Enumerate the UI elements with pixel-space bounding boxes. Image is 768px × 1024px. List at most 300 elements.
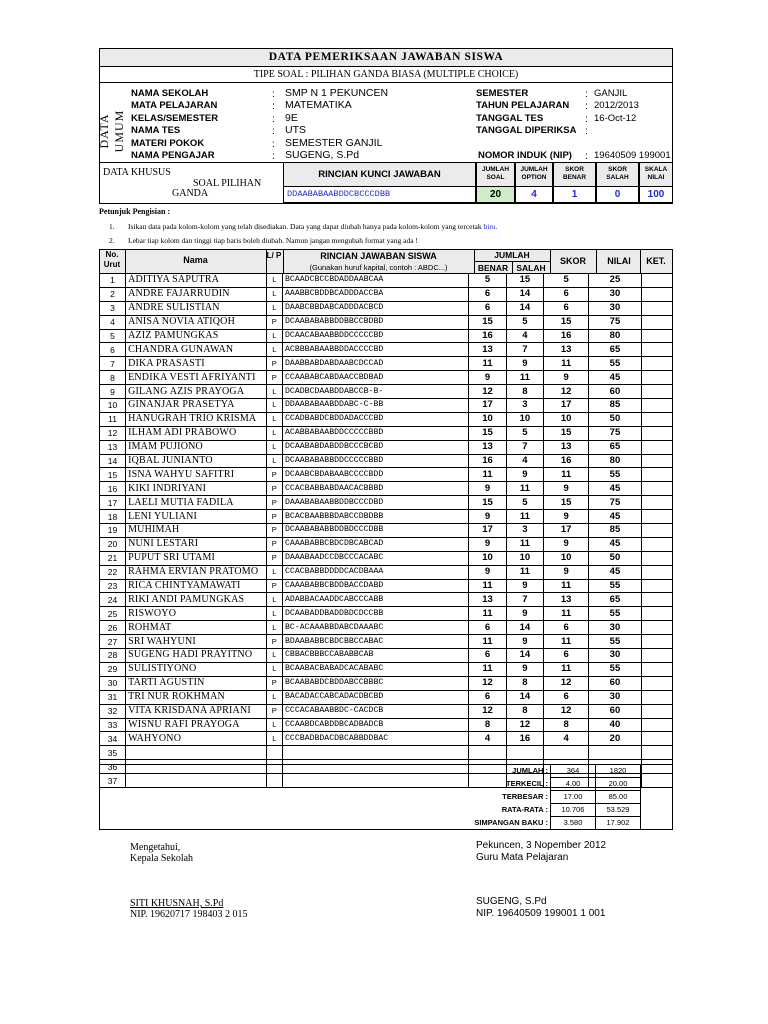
row-ket — [641, 718, 672, 732]
row-ket — [641, 746, 672, 760]
row-jawaban[interactable]: CAAABABBCBDDBACCDABD — [283, 579, 469, 593]
sign-left-line1: Mengetahui, — [130, 842, 181, 853]
row-no: 7 — [100, 357, 126, 371]
table-row — [100, 621, 673, 635]
student-table — [99, 273, 673, 788]
hl-7 — [596, 249, 597, 274]
row-salah: 7 — [506, 593, 543, 607]
info-left-value[interactable]: UTS — [285, 124, 306, 137]
table-row — [100, 482, 673, 496]
row-salah: 12 — [506, 718, 543, 732]
row-lp[interactable]: L — [266, 718, 282, 732]
row-jawaban[interactable]: BCAABACBABADCACABABC — [283, 662, 469, 676]
row-ket — [641, 412, 672, 426]
row-jawaban[interactable]: BCAABABDCBDDABCCBBBC — [283, 676, 469, 690]
row-jawaban[interactable]: BC-ACAAABBDABCDAAABC — [283, 621, 469, 635]
table-row — [100, 732, 673, 746]
row-skor: 9 — [544, 510, 589, 524]
row-nilai: 30 — [589, 690, 642, 704]
row-nama[interactable]: ADITIYA SAPUTRA — [126, 274, 267, 288]
row-jawaban[interactable]: CCCACABAABBDC-CACDCB — [283, 704, 469, 718]
table-row — [100, 301, 673, 315]
row-nama[interactable]: LAELI MUTIA FADILA — [126, 496, 267, 510]
row-nilai: 20 — [589, 732, 642, 746]
table-row — [100, 274, 673, 288]
row-no: 20 — [100, 537, 126, 551]
row-lp[interactable]: P — [266, 524, 282, 538]
row-lp[interactable]: L — [266, 343, 282, 357]
row-nama[interactable]: GINANJAR PRASETYA — [126, 399, 267, 413]
row-lp[interactable]: L — [266, 607, 282, 621]
data-khusus-label: DATA KHUSUS — [103, 167, 171, 178]
col-lp: L/ P — [266, 251, 282, 260]
row-nama[interactable]: SRI WAHYUNI — [126, 635, 267, 649]
summary-value[interactable]: 1 — [571, 189, 578, 200]
row-skor: 10 — [544, 412, 589, 426]
row-lp[interactable]: P — [266, 371, 282, 385]
row-skor: 6 — [544, 649, 589, 663]
row-jawaban[interactable]: BCAADCBCCBDADDAABCAA — [283, 274, 469, 288]
row-ket — [641, 329, 672, 343]
info-right-colon: : — [585, 112, 588, 125]
row-jawaban[interactable]: ACABBABAABDDCCCCCBBD — [283, 426, 469, 440]
row-jawaban[interactable]: DAABCBBDABCADDDACBCD — [283, 301, 469, 315]
row-nama[interactable]: RIKI ANDI PAMUNGKAS — [126, 593, 267, 607]
row-benar: 6 — [469, 301, 506, 315]
row-lp[interactable]: L — [266, 329, 282, 343]
row-benar: 15 — [469, 496, 506, 510]
row-lp[interactable]: L — [266, 593, 282, 607]
row-no: 14 — [100, 454, 126, 468]
row-nilai: 55 — [589, 468, 642, 482]
row-lp[interactable]: L — [266, 690, 282, 704]
row-nama[interactable]: VITA KRISDANA APRIANI — [126, 704, 267, 718]
summary-value-cell[interactable] — [515, 186, 553, 203]
row-ket — [641, 385, 672, 399]
row-nama[interactable]: WISNU RAFI PRAYOGA — [126, 718, 267, 732]
row-lp[interactable]: L — [266, 274, 282, 288]
row-nama[interactable]: MUHIMAH — [126, 524, 267, 538]
row-salah: 10 — [506, 551, 543, 565]
summary-header-cell — [596, 162, 639, 187]
petunjuk-num: 2. — [109, 236, 115, 245]
row-lp[interactable]: L — [266, 454, 282, 468]
row-salah: 11 — [506, 371, 543, 385]
row-skor: 16 — [544, 454, 589, 468]
row-nama[interactable]: RICA CHINTYAMAWATI — [126, 579, 267, 593]
row-ket — [641, 551, 672, 565]
row-jawaban[interactable]: DCAABABDABDDBCCCBCBD — [283, 440, 469, 454]
info-left-label: NAMA TES — [131, 125, 181, 137]
row-skor: 12 — [544, 385, 589, 399]
row-lp[interactable]: L — [266, 287, 282, 301]
row-skor: 11 — [544, 635, 589, 649]
row-jawaban[interactable]: DAABBABDABDAABCDCCAD — [283, 357, 469, 371]
soal-pilihan-label: SOAL PILIHAN — [193, 178, 262, 189]
info-left-value[interactable]: 9E — [285, 111, 298, 124]
row-skor: 17 — [544, 524, 589, 538]
row-skor: 11 — [544, 357, 589, 371]
row-ket — [641, 510, 672, 524]
row-lp[interactable]: P — [266, 704, 282, 718]
row-jawaban[interactable]: DCAABCBDABAABCCCCBDD — [283, 468, 469, 482]
summary-value[interactable]: 4 — [531, 189, 537, 200]
row-lp[interactable]: P — [266, 579, 282, 593]
row-nilai: 65 — [589, 440, 642, 454]
row-salah: 3 — [506, 399, 543, 413]
summary-header: JUMLAH SOAL — [481, 166, 510, 181]
sign-left-name: SITI KHUSNAH, S.Pd — [130, 898, 224, 909]
kunci-header: RINCIAN KUNCI JAWABAN — [318, 169, 441, 180]
row-benar: 12 — [469, 704, 506, 718]
row-lp[interactable]: L — [266, 440, 282, 454]
row-salah: 10 — [506, 412, 543, 426]
row-salah: 4 — [506, 454, 543, 468]
summary-header: SKALA NILAI — [644, 166, 668, 181]
row-skor: 13 — [544, 343, 589, 357]
row-salah: 9 — [506, 579, 543, 593]
stat-nilai: 1820 — [609, 766, 627, 775]
row-nilai: 55 — [589, 579, 642, 593]
row-lp[interactable]: L — [266, 426, 282, 440]
row-skor: 15 — [544, 315, 589, 329]
table-row — [100, 287, 673, 301]
row-nama[interactable]: GILANG AZIS PRAYOGA — [126, 385, 267, 399]
row-nilai: 30 — [589, 287, 642, 301]
table-row — [100, 704, 673, 718]
sign-left-nip: NIP. 19620717 198403 2 015 — [130, 909, 248, 920]
row-benar: 17 — [469, 399, 506, 413]
row-nilai: 55 — [589, 635, 642, 649]
summary-value-cell[interactable] — [553, 186, 596, 203]
summary-value-cell[interactable] — [639, 186, 673, 203]
row-no: 6 — [100, 343, 126, 357]
table-row — [100, 357, 673, 371]
row-nama[interactable] — [126, 746, 267, 760]
row-salah: 11 — [506, 482, 543, 496]
row-nilai: 85 — [589, 524, 642, 538]
row-nama[interactable]: ROHMAT — [126, 621, 267, 635]
summary-header: SKOR SALAH — [606, 166, 629, 181]
row-nilai: 60 — [589, 385, 642, 399]
row-salah: 8 — [506, 676, 543, 690]
table-row — [100, 440, 673, 454]
row-nama[interactable]: HANUGRAH TRIO KRISMA — [126, 412, 267, 426]
row-lp[interactable]: P — [266, 635, 282, 649]
row-benar: 10 — [469, 551, 506, 565]
row-skor: 11 — [544, 579, 589, 593]
row-nama[interactable]: ANDRE FAJARRUDIN — [126, 287, 267, 301]
row-lp[interactable]: P — [266, 537, 282, 551]
row-nilai: 30 — [589, 621, 642, 635]
row-lp[interactable]: P — [266, 551, 282, 565]
row-ket — [641, 371, 672, 385]
stat-skor: 364 — [566, 766, 580, 775]
col-salah: SALAH — [516, 263, 546, 273]
row-no: 31 — [100, 690, 126, 704]
row-no: 5 — [100, 329, 126, 343]
row-nilai: 85 — [589, 399, 642, 413]
row-no: 25 — [100, 607, 126, 621]
kunci-value[interactable]: DDAABABAABDDCBCCCDBB — [287, 189, 391, 199]
row-nama[interactable]: AZIZ PAMUNGKAS — [126, 329, 267, 343]
row-jawaban[interactable]: DCAABABABBDDBBCCBDBD — [283, 315, 469, 329]
row-jawaban[interactable]: CCADBABDCBDDADACCCBD — [283, 412, 469, 426]
row-benar: 13 — [469, 343, 506, 357]
hl-6 — [550, 249, 551, 274]
row-lp[interactable]: L — [266, 412, 282, 426]
row-benar: 13 — [469, 593, 506, 607]
row-nilai: 55 — [589, 662, 642, 676]
row-jawaban[interactable]: ADABBACAADDCABCCCABB — [283, 593, 469, 607]
row-skor: 15 — [544, 426, 589, 440]
row-jawaban[interactable]: CCACBABBDDDDCACDBAAA — [283, 565, 469, 579]
row-skor — [544, 746, 589, 760]
sign-right-line1: Pekuncen, 3 Nopember 2012 — [476, 840, 607, 851]
petunjuk-text: Lebar tiap kolom dan tinggi tiap baris boleh diubah. Namun jangan mengubah format yang ada ! — [128, 236, 418, 245]
info-right-value[interactable]: 16-Oct-12 — [594, 112, 637, 124]
row-nama[interactable]: ISNA WAHYU SAFITRI — [126, 468, 267, 482]
row-ket — [641, 343, 672, 357]
info-left-value[interactable]: MATEMATIKA — [285, 99, 352, 112]
row-lp[interactable] — [266, 746, 282, 760]
row-jawaban[interactable]: CBBACBBBCCABABBCAB — [283, 649, 469, 663]
row-nama[interactable]: ANDRE SULISTIAN — [126, 301, 267, 315]
summary-value[interactable]: 0 — [614, 189, 621, 200]
row-lp[interactable]: P — [266, 676, 282, 690]
row-no: 13 — [100, 440, 126, 454]
info-left-value[interactable]: SEMESTER GANJIL — [285, 136, 383, 149]
row-jawaban[interactable]: BDAABABBCBDCBBCCABAC — [283, 635, 469, 649]
row-no: 26 — [100, 621, 126, 635]
row-salah: 14 — [506, 301, 543, 315]
row-ket — [641, 649, 672, 663]
row-nama[interactable]: WAHYONO — [126, 732, 267, 746]
hl-1 — [125, 249, 126, 274]
row-nama[interactable]: TARTI AGUSTIN — [126, 676, 267, 690]
row-lp[interactable]: P — [266, 357, 282, 371]
row-lp[interactable]: L — [266, 649, 282, 663]
info-left-label: MATERI POKOK — [131, 137, 205, 149]
row-nilai: 65 — [589, 343, 642, 357]
row-salah: 14 — [506, 621, 543, 635]
table-row — [100, 537, 673, 551]
info-left-label: KELAS/SEMESTER — [131, 112, 219, 124]
row-jawaban[interactable]: CCACBABBABDAACACBBBD — [283, 482, 469, 496]
summary-value-cell[interactable] — [476, 186, 515, 203]
row-salah: 8 — [506, 385, 543, 399]
row-jawaban[interactable]: CAAABABBCBDCDBCABCAD — [283, 537, 469, 551]
row-nilai: 65 — [589, 593, 642, 607]
info-left-colon: : — [272, 100, 275, 113]
row-nilai: 45 — [589, 537, 642, 551]
table-row — [100, 371, 673, 385]
row-ket — [641, 676, 672, 690]
row-ket — [641, 468, 672, 482]
petunjuk-text: Isikan data pada kolom-kolom yang telah disediakan. Data yang dapat diubah hanya pada kolom-kolom yang tercetak — [128, 222, 484, 231]
row-nilai: 55 — [589, 357, 642, 371]
row-jawaban[interactable]: CCAABABCABDAACCBDBAD — [283, 371, 469, 385]
row-ket — [641, 593, 672, 607]
row-nilai: 60 — [589, 676, 642, 690]
row-salah: 9 — [506, 468, 543, 482]
row-ket — [641, 315, 672, 329]
row-nilai: 45 — [589, 565, 642, 579]
col-jumlah: JUMLAH — [494, 250, 530, 260]
row-jawaban[interactable]: DAAABAADCCDBCCCACABC — [283, 551, 469, 565]
row-nilai: 75 — [589, 315, 642, 329]
row-lp[interactable]: L — [266, 301, 282, 315]
sign-right-nip: NIP. 19640509 199001 1 001 — [476, 908, 606, 919]
row-no: 1 — [100, 274, 126, 288]
row-no: 32 — [100, 704, 126, 718]
row-lp[interactable]: L — [266, 385, 282, 399]
row-skor: 12 — [544, 704, 589, 718]
row-benar: 17 — [469, 524, 506, 538]
row-benar: 10 — [469, 412, 506, 426]
row-lp[interactable]: P — [266, 315, 282, 329]
table-row — [100, 746, 673, 760]
summary-value-cell[interactable] — [596, 186, 639, 203]
row-nama[interactable]: SULISTIYONO — [126, 662, 267, 676]
summary-value[interactable]: 100 — [647, 189, 665, 200]
row-nama[interactable]: ANISA NOVIA ATIQOH — [126, 315, 267, 329]
info-left-label: NAMA PENGAJAR — [131, 150, 215, 161]
info-right-value[interactable]: GANJIL — [594, 88, 628, 99]
row-nama[interactable]: NUNI LESTARI — [126, 537, 267, 551]
row-nama[interactable]: TRI NUR ROKHMAN — [126, 690, 267, 704]
row-salah: 9 — [506, 357, 543, 371]
row-no: 2 — [100, 287, 126, 301]
row-nama[interactable]: RISWOYO — [126, 607, 267, 621]
row-skor: 9 — [544, 371, 589, 385]
row-lp[interactable]: L — [266, 621, 282, 635]
table-row — [100, 565, 673, 579]
petunjuk-title: Petunjuk Pengisian : — [99, 207, 171, 216]
row-lp[interactable]: L — [266, 565, 282, 579]
row-jawaban[interactable]: DCAABABABBDDCCCCCBBD — [283, 454, 469, 468]
petunjuk-highlight: biru. — [483, 222, 498, 231]
stat-label: JUMLAH : — [512, 766, 548, 775]
row-lp[interactable]: P — [266, 496, 282, 510]
row-ket — [641, 690, 672, 704]
row-nama[interactable]: ILHAM ADI PRABOWO — [126, 426, 267, 440]
info-left-label: MATA PELAJARAN — [131, 100, 218, 112]
row-lp[interactable]: P — [266, 510, 282, 524]
table-row — [100, 412, 673, 426]
petunjuk-line — [128, 222, 497, 231]
row-salah: 14 — [506, 287, 543, 301]
row-jawaban[interactable]: CCCBADBDACDBCABBDDBAC — [283, 732, 469, 746]
row-jawaban[interactable]: DCAABADDBADDBDCDCCBB — [283, 607, 469, 621]
row-ket — [641, 704, 672, 718]
row-jawaban[interactable]: CCAABDCABDDBCADBADCB — [283, 718, 469, 732]
row-nama[interactable]: PUPUT SRI UTAMI — [126, 551, 267, 565]
row-nama[interactable]: IQBAL JUNIANTO — [126, 454, 267, 468]
row-nama[interactable]: DIKA PRASASTI — [126, 357, 267, 371]
row-nama[interactable]: KIKI INDRIYANI — [126, 482, 267, 496]
col-no — [99, 250, 125, 270]
row-nama[interactable]: IMAM PUJIONO — [126, 440, 267, 454]
row-ket — [641, 399, 672, 413]
row-nama[interactable]: RAHMA ERVIAN PRATOMO — [126, 565, 267, 579]
row-jawaban[interactable]: DCAABABABBDDBDCCCDBB — [283, 524, 469, 538]
row-no: 29 — [100, 662, 126, 676]
row-nama[interactable]: CHANDRA GUNAWAN — [126, 343, 267, 357]
row-nilai: 55 — [589, 607, 642, 621]
row-ket — [641, 357, 672, 371]
table-row — [100, 579, 673, 593]
row-ket — [641, 301, 672, 315]
row-benar: 9 — [469, 510, 506, 524]
row-jawaban[interactable]: DCADBCDAABDDABCCB-B- — [283, 385, 469, 399]
table-row — [100, 718, 673, 732]
row-ket — [641, 440, 672, 454]
row-no: 35 — [100, 746, 126, 760]
row-benar: 9 — [469, 537, 506, 551]
row-benar: 11 — [469, 662, 506, 676]
row-jawaban[interactable] — [283, 746, 469, 760]
row-jawaban[interactable]: DDAABABAABDDABC-C-BB — [283, 399, 469, 413]
info-left-value[interactable]: SMP N 1 PEKUNCEN — [285, 87, 389, 99]
info-right-colon: : — [585, 88, 588, 100]
row-ket — [641, 579, 672, 593]
row-lp[interactable]: L — [266, 399, 282, 413]
info-right-label: TAHUN PELAJARAN — [476, 100, 570, 112]
row-no: 3 — [100, 301, 126, 315]
info-right-colon: : — [585, 100, 588, 113]
row-benar: 5 — [469, 274, 506, 288]
row-lp[interactable]: L — [266, 732, 282, 746]
row-no: 21 — [100, 551, 126, 565]
row-jawaban[interactable]: AAABBCBDDBCADDDACCBA — [283, 287, 469, 301]
row-benar: 9 — [469, 482, 506, 496]
row-lp[interactable]: L — [266, 662, 282, 676]
row-jawaban[interactable]: BCACBAABBBDABCCDBDBB — [283, 510, 469, 524]
row-lp[interactable]: P — [266, 468, 282, 482]
row-benar: 6 — [469, 287, 506, 301]
row-no: 17 — [100, 496, 126, 510]
info-right-value[interactable]: 2012/2013 — [594, 100, 639, 112]
info-right-label: SEMESTER — [476, 88, 529, 99]
summary-value[interactable]: 20 — [489, 189, 502, 200]
row-jawaban[interactable]: DAAABABAABBDDBCCCDBD — [283, 496, 469, 510]
row-no: 16 — [100, 482, 126, 496]
row-jawaban[interactable]: DCAACABAABBDDCCCCCBD — [283, 329, 469, 343]
info-left-value[interactable]: SUGENG, S.Pd — [285, 149, 360, 161]
table-row — [100, 676, 673, 690]
row-nama[interactable]: ENDIKA VESTI AFRIYANTI — [126, 371, 267, 385]
row-salah: 11 — [506, 537, 543, 551]
row-no: 22 — [100, 565, 126, 579]
row-jawaban[interactable]: BACADACCABCADACDBCBD — [283, 690, 469, 704]
row-benar: 9 — [469, 565, 506, 579]
row-no: 24 — [100, 593, 126, 607]
row-no: 9 — [100, 385, 126, 399]
row-nama[interactable]: SUGENG HADI PRAYITNO — [126, 649, 267, 663]
kunci-value-cell[interactable] — [283, 186, 476, 203]
row-lp[interactable]: P — [266, 482, 282, 496]
row-skor: 4 — [544, 732, 589, 746]
row-salah: 15 — [506, 274, 543, 288]
table-row — [100, 690, 673, 704]
row-jawaban[interactable]: ACBBBABAABBDDACCCCBD — [283, 343, 469, 357]
kunci-header-cell — [283, 162, 476, 187]
row-nilai: 80 — [589, 454, 642, 468]
row-nilai: 75 — [589, 426, 642, 440]
row-benar: 12 — [469, 385, 506, 399]
row-nama[interactable]: LENI YULIANI — [126, 510, 267, 524]
